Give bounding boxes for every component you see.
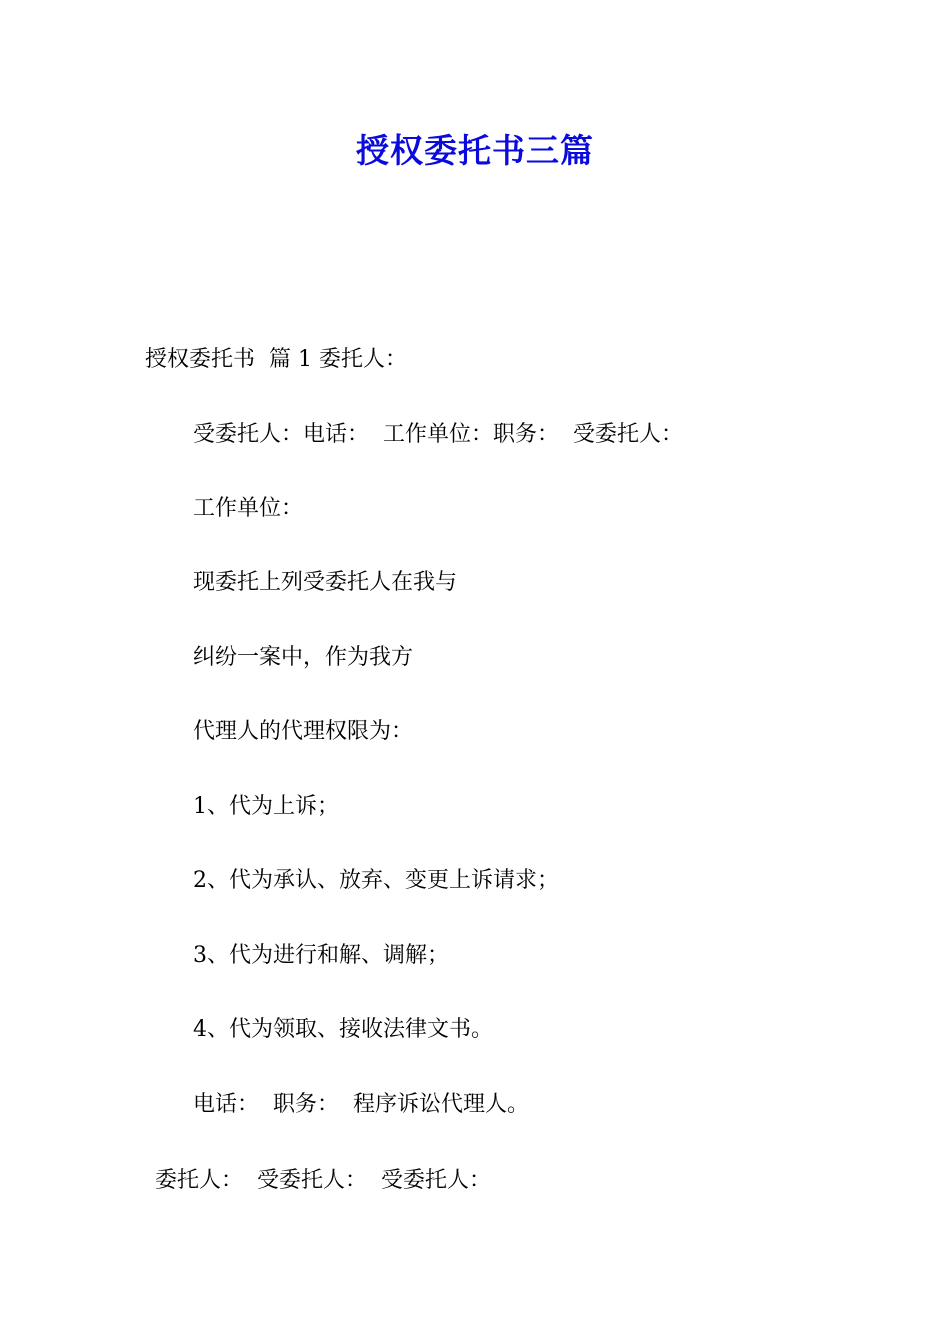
document-title: 授权委托书三篇 — [356, 131, 594, 170]
delegation-statement-line: 现委托上列受委托人在我与 — [193, 570, 458, 595]
section-heading-line: 授权委托书 篇 1 委托人： — [145, 347, 407, 372]
authority-scope-line: 代理人的代理权限为： — [193, 719, 414, 744]
authority-item-3: 3、代为进行和解、调解； — [193, 943, 449, 968]
signature-line: 委托人： 受委托人： 受委托人： — [155, 1168, 491, 1193]
agent-contact-line: 电话： 职务： 程序诉讼代理人。 — [193, 1092, 529, 1117]
trustee-contact-line: 受委托人：电话： 工作单位：职务： 受委托人： — [193, 422, 683, 447]
authority-item-4: 4、代为领取、接收法律文书。 — [193, 1017, 493, 1042]
authority-item-2: 2、代为承认、放弃、变更上诉请求； — [193, 868, 559, 893]
dispute-case-line: 纠纷一案中，作为我方 — [193, 645, 414, 670]
authority-item-1: 1、代为上诉； — [193, 794, 339, 819]
work-unit-line: 工作单位： — [193, 496, 304, 521]
